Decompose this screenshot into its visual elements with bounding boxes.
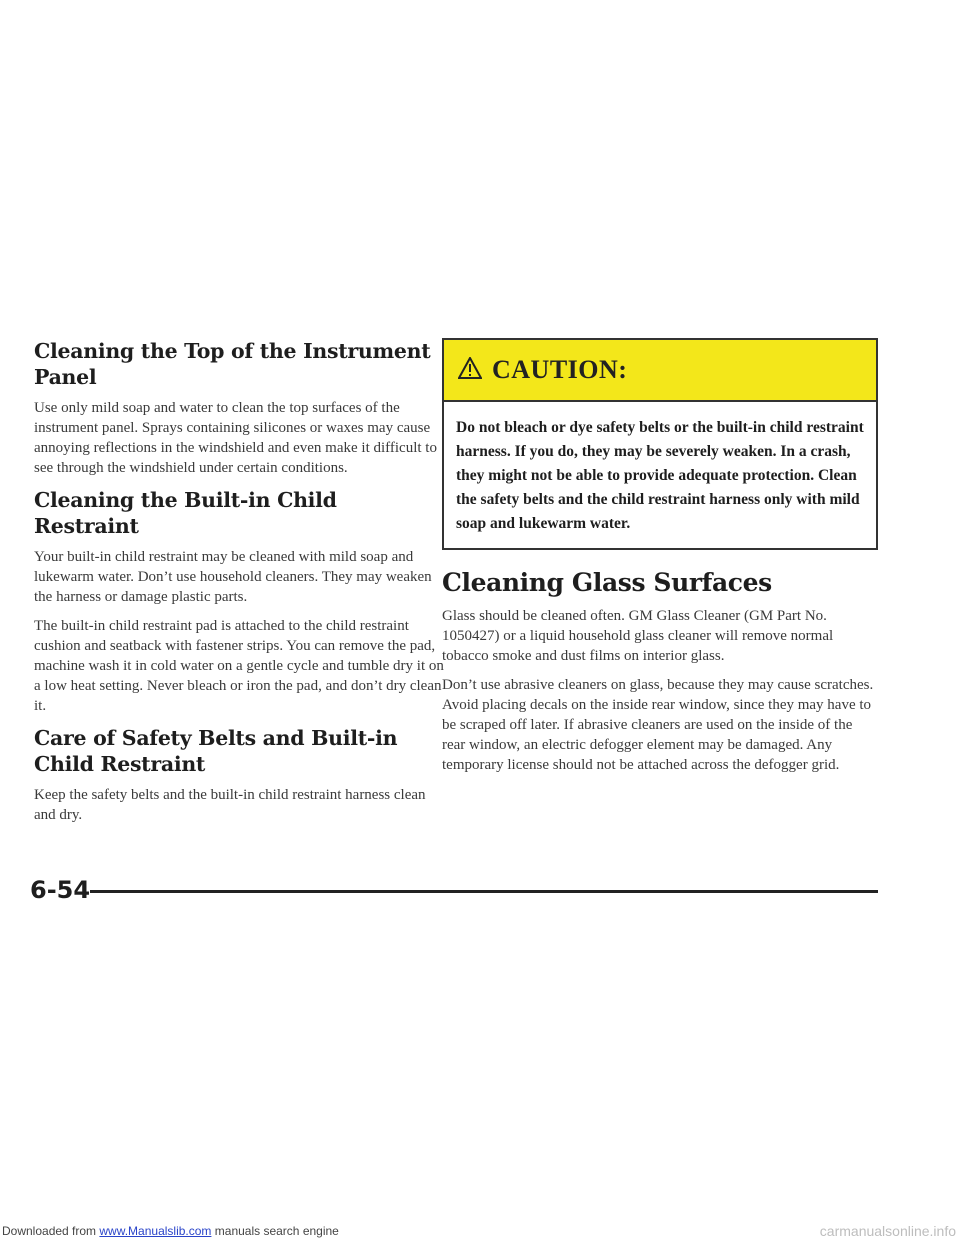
caution-header [444,340,876,402]
caution-box [442,338,878,550]
left-column [34,338,446,834]
watermark-suffix: manuals search engine [211,1224,339,1238]
paragraph-child-restraint-1: Your built-in child restraint may be cleaned with mild soap and lukewarm water. Don’t use household cleaners. They may weaken the harness or damage plastic parts. [34,549,432,605]
site-watermark: carmanualsonline.info [819,1223,956,1239]
section-title-instrument-panel: Cleaning the Top of the Instrument Panel [34,339,431,389]
watermark-prefix: Downloaded from [2,1224,100,1238]
right-column [442,338,878,784]
paragraph-child-restraint-2: The built-in child restraint pad is attached to the child restraint cushion and seatback with fastener strips. You can remove the pad, machine wash it in cold water on a gentle cycle and tumble dry it on a low heat setting. Never bleach or iron the pad, and don’t dry clean it. [34,618,444,714]
section-title-glass-surfaces: Cleaning Glass Surfaces [442,568,772,597]
section-title-safety-belts-line2: Child Restraint [34,752,206,776]
section-title-child-restraint: Cleaning the Built-in Child Restraint [34,488,337,538]
warning-triangle-icon [458,357,482,384]
paragraph-glass-1: Glass should be cleaned often. GM Glass Cleaner (GM Part No. 1050427) or a liquid household glass cleaner will remove normal tobacco smoke and dust films on interior glass. [442,608,834,664]
manualslib-link[interactable]: www.Manualslib.com [99,1224,212,1238]
caution-label: CAUTION: [492,355,628,384]
footer-rule [90,890,878,893]
section-title-safety-belts-line1: Care of Safety Belts and Built-in [34,726,398,750]
section-title-safety-belts [34,725,446,777]
paragraph-glass-2: Don’t use abrasive cleaners on glass, because they may cause scratches. Avoid placing decals on the inside rear window, since they may have to be scraped off later. If abrasive cleaners are used on the inside of the rear window, an electric defogger element may be damaged. Any temporary license should not be attached across the defogger grid. [442,677,874,773]
download-watermark [2,1224,339,1238]
paragraph-instrument-panel: Use only mild soap and water to clean the top surfaces of the instrument panel. Sprays containing silicones or waxes may cause annoying reflections in the windshield and even make it difficult to see through the windshield under certain conditions. [34,400,437,476]
paragraph-safety-belts: Keep the safety belts and the built-in child restraint harness clean and dry. [34,787,426,823]
caution-text: Do not bleach or dye safety belts or the built-in child restraint harness. If you do, they may be severely weaken. In a crash, they might not be able to provide adequate protection. Clean the safety belts and the child restraint harness only with mild soap and lukewarm water. [456,419,864,532]
page-number: 6-54 [30,876,91,904]
